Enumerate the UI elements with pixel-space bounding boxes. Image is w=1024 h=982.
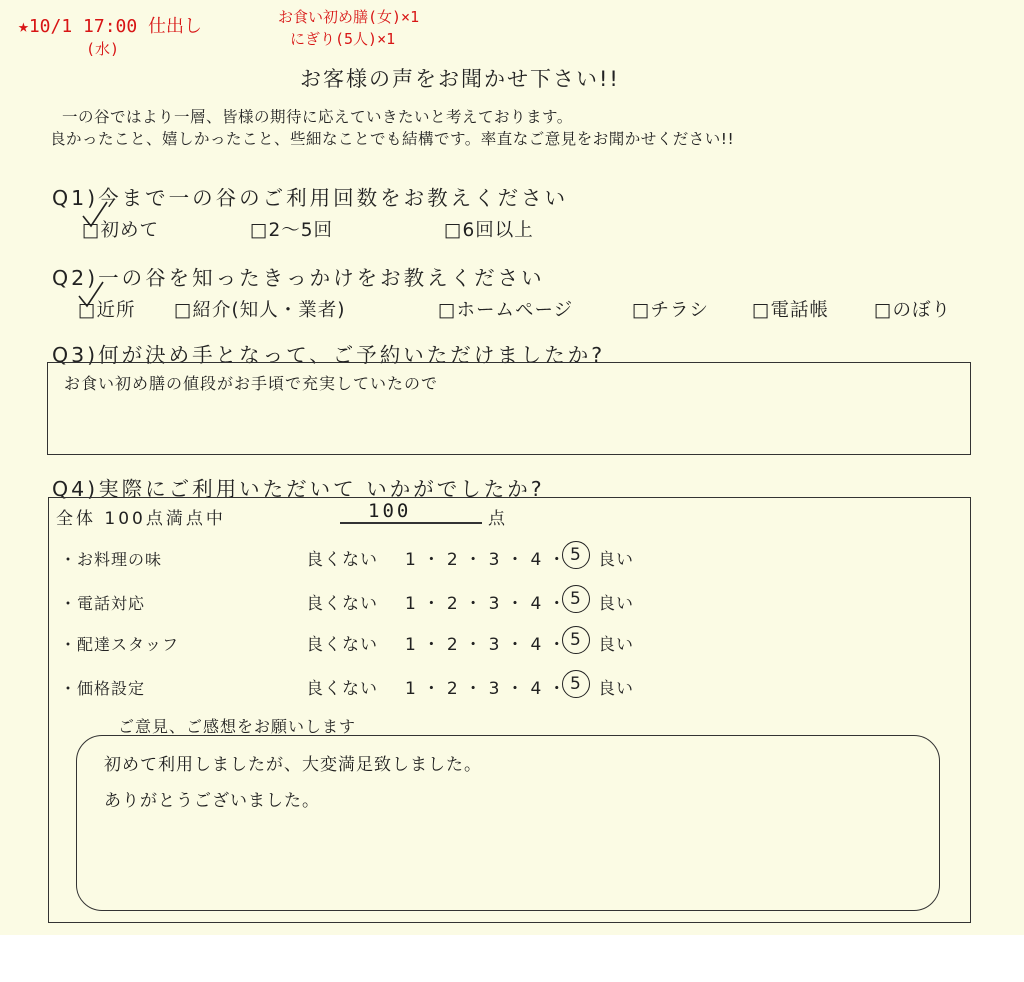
selected-circle-icon: [562, 585, 590, 613]
order-item-note-1: お食い初め膳(女)×1: [278, 8, 420, 26]
rating-scale[interactable]: 1・2・3・4・: [405, 635, 573, 655]
selected-circle-icon: [562, 541, 590, 569]
order-day-note: (水): [86, 40, 120, 58]
rating-item-food: ・お料理の味: [60, 550, 163, 569]
rating-high-label: 良い: [598, 594, 634, 614]
rating-low-label: 良くない: [306, 635, 378, 655]
q1-option-first-time[interactable]: □初めて: [82, 220, 159, 241]
q3-answer-text: お食い初め膳の値段がお手頃で充実していたので: [64, 374, 439, 393]
q1-option-2-5-times[interactable]: □2～5回: [250, 220, 334, 241]
rating-selected-value[interactable]: 5: [570, 630, 582, 650]
comment-line-1: 初めて利用しましたが、大変満足致しました。: [104, 755, 482, 775]
rating-scale[interactable]: 1・2・3・4・: [405, 594, 573, 614]
overall-score-label: 全体 100点満点中: [56, 509, 226, 529]
rating-high-label: 良い: [598, 550, 634, 570]
rating-selected-value[interactable]: 5: [570, 545, 582, 565]
rating-item-price: ・価格設定: [60, 679, 146, 698]
rating-low-label: 良くない: [306, 679, 378, 699]
intro-line-1: 一の谷ではより一層、皆様の期待に応えていきたいと考えております。: [62, 108, 573, 126]
q2-option-referral[interactable]: □紹介(知人・業者): [174, 300, 346, 321]
rating-item-phone: ・電話対応: [60, 594, 146, 613]
q2-option-homepage[interactable]: □ホームページ: [438, 300, 574, 321]
q3-label: Q3)何が決め手となって、ご予約いただけましたか?: [52, 343, 606, 367]
selected-circle-icon: [562, 626, 590, 654]
intro-line-2: 良かったこと、嬉しかったこと、些細なことでも結構です。率直なご意見をお聞かせください!!: [50, 130, 735, 148]
selected-circle-icon: [562, 670, 590, 698]
q2-check-mark-icon: [76, 280, 106, 310]
overall-score-underline: [340, 522, 482, 524]
q4-label: Q4)実際にご利用いただいて いかがでしたか?: [52, 477, 545, 501]
q2-option-phonebook[interactable]: □電話帳: [752, 300, 829, 321]
rating-low-label: 良くない: [306, 550, 378, 570]
rating-item-delivery: ・配達スタッフ: [60, 635, 180, 654]
q1-check-mark-icon: [80, 200, 110, 230]
comments-label: ご意見、ご感想をお願いします: [118, 717, 357, 736]
rating-selected-value[interactable]: 5: [570, 674, 582, 694]
order-item-note-2: にぎり(5人)×1: [290, 30, 396, 48]
overall-score-unit: 点: [488, 509, 505, 529]
order-date-note: ★10/1 17:00 仕出し: [18, 16, 203, 37]
q2-option-banner[interactable]: □のぼり: [874, 300, 951, 321]
rating-scale[interactable]: 1・2・3・4・: [405, 550, 573, 570]
overall-score-value[interactable]: 100: [368, 500, 412, 522]
q2-label: Q2)一の谷を知ったきっかけをお教えください: [52, 266, 545, 290]
rating-scale[interactable]: 1・2・3・4・: [405, 679, 573, 699]
rating-low-label: 良くない: [306, 594, 378, 614]
comment-line-2: ありがとうございました。: [104, 791, 320, 811]
rating-selected-value[interactable]: 5: [570, 589, 582, 609]
q2-option-flyer[interactable]: □チラシ: [632, 300, 709, 321]
q1-option-6-plus[interactable]: □6回以上: [444, 220, 534, 241]
rating-high-label: 良い: [598, 679, 634, 699]
page-title: お客様の声をお聞かせ下さい!!: [300, 67, 620, 91]
q2-option-neighborhood[interactable]: □近所: [78, 300, 136, 321]
rating-high-label: 良い: [598, 635, 634, 655]
q1-label: Q1)今まで一の谷のご利用回数をお教えください: [52, 186, 569, 210]
